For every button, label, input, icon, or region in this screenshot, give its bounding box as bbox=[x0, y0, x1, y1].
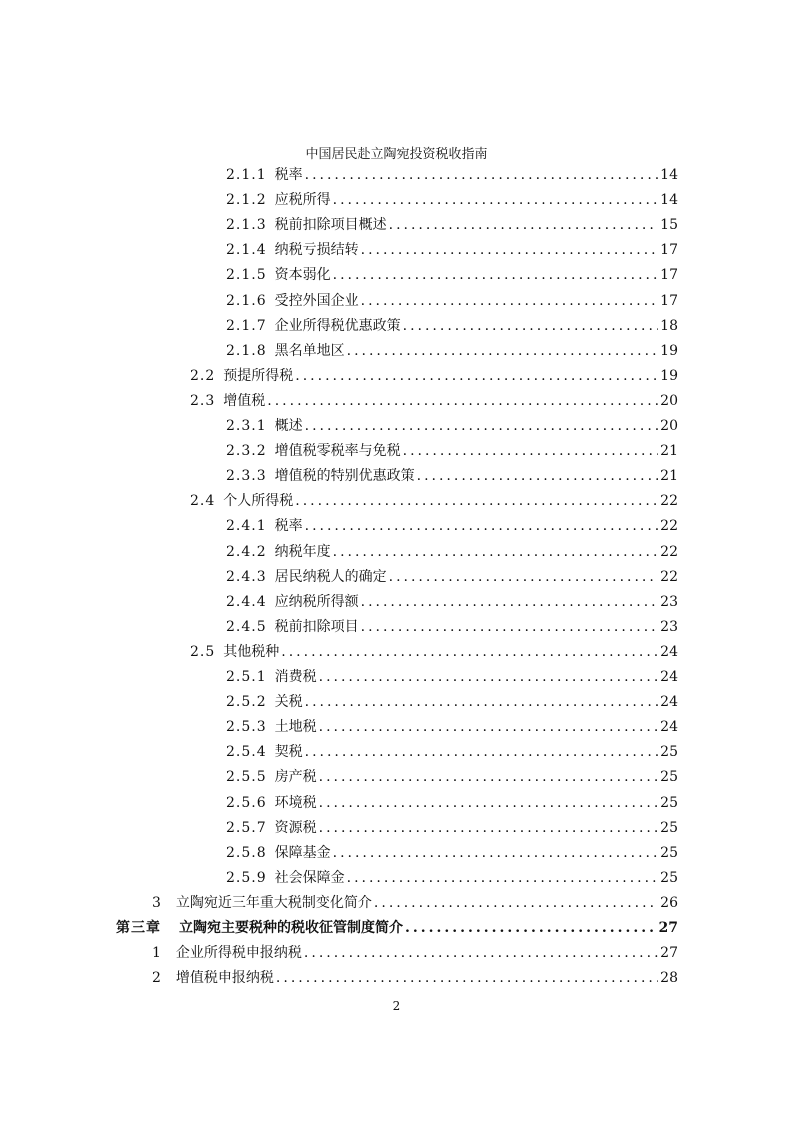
toc-entry-title: 纳税亏损结转 bbox=[274, 242, 359, 259]
page-number: 2 bbox=[392, 999, 401, 1013]
toc-leader-dots bbox=[281, 640, 658, 665]
toc-leader-dots bbox=[374, 891, 658, 916]
toc-entry-page: 21 bbox=[660, 443, 678, 460]
toc-entry[interactable] bbox=[226, 263, 678, 288]
toc-entry-page: 27 bbox=[660, 945, 678, 962]
toc-entry-number: 2.4.2 bbox=[226, 543, 267, 560]
toc-entry-title: 环境税 bbox=[274, 794, 317, 811]
toc-leader-dots bbox=[361, 590, 659, 615]
toc-entry-number: 2.4.1 bbox=[226, 518, 267, 535]
toc-entry[interactable] bbox=[226, 690, 678, 715]
toc-entry-title: 税前扣除项目概述 bbox=[274, 217, 387, 234]
toc-entry[interactable] bbox=[226, 163, 678, 188]
toc-entry-page: 25 bbox=[660, 769, 678, 786]
running-header: 中国居民赴立陶宛投资税收指南 bbox=[305, 147, 488, 162]
toc-leader-dots bbox=[276, 966, 658, 991]
toc-entry-number: 2 bbox=[152, 970, 162, 987]
toc-entry-page: 27 bbox=[658, 920, 678, 936]
toc-entry-number: 2.1.8 bbox=[226, 342, 267, 359]
toc-entry-page: 17 bbox=[660, 242, 678, 259]
toc-entry-title: 立陶宛主要税种的税收征管制度简介 bbox=[179, 920, 403, 936]
toc-entry-page: 25 bbox=[660, 819, 678, 836]
toc-entry-title: 应税所得 bbox=[274, 192, 331, 209]
toc-leader-dots bbox=[305, 414, 659, 439]
toc-entry[interactable] bbox=[152, 966, 678, 991]
toc-entry-title: 资本弱化 bbox=[274, 267, 331, 284]
toc-entry-number: 2.3.2 bbox=[226, 443, 267, 460]
toc-entry-number: 2.4.3 bbox=[226, 568, 267, 585]
toc-entry-title: 其他税种 bbox=[223, 643, 280, 660]
toc-entry[interactable] bbox=[226, 339, 678, 364]
toc-entry[interactable] bbox=[226, 765, 678, 790]
toc-entry-number: 2.5.7 bbox=[226, 819, 267, 836]
toc-entry-page: 24 bbox=[660, 694, 678, 711]
toc-leader-dots bbox=[295, 489, 658, 514]
toc-entry-number: 2.4.5 bbox=[226, 618, 267, 635]
toc-entry[interactable] bbox=[226, 439, 678, 464]
toc-entry-number: 2.5.5 bbox=[226, 769, 267, 786]
toc-entry-page: 22 bbox=[660, 493, 678, 510]
toc-entry[interactable] bbox=[116, 916, 678, 941]
toc-entry[interactable] bbox=[190, 640, 678, 665]
toc-entry-page: 22 bbox=[660, 568, 678, 585]
toc-entry-page: 24 bbox=[660, 643, 678, 660]
toc-entry[interactable] bbox=[226, 514, 678, 539]
toc-entry-title: 增值税申报纳税 bbox=[175, 970, 274, 987]
toc-entry-number: 2.1.5 bbox=[226, 267, 267, 284]
toc-entry-page: 17 bbox=[660, 267, 678, 284]
toc-entry-title: 个人所得税 bbox=[223, 493, 294, 510]
toc-leader-dots bbox=[405, 916, 657, 941]
toc-entry[interactable] bbox=[152, 891, 678, 916]
toc-entry-title: 房产税 bbox=[274, 769, 317, 786]
toc-entry-page: 14 bbox=[660, 167, 678, 183]
toc-leader-dots bbox=[319, 665, 659, 690]
toc-entry[interactable] bbox=[226, 464, 678, 489]
toc-entry-number: 2.5.4 bbox=[226, 744, 267, 761]
toc-entry[interactable] bbox=[226, 715, 678, 740]
toc-entry-number: 2.5.6 bbox=[226, 794, 267, 811]
toc-entry-number: 2.1.3 bbox=[226, 217, 267, 234]
toc-entry-number: 3 bbox=[152, 894, 162, 911]
toc-entry[interactable] bbox=[226, 740, 678, 765]
toc-leader-dots bbox=[333, 188, 659, 213]
toc-entry-number: 2.3 bbox=[190, 392, 216, 409]
toc-entry-title: 企业所得税申报纳税 bbox=[175, 945, 302, 962]
toc-entry-title: 应纳税所得额 bbox=[274, 593, 359, 610]
toc-leader-dots bbox=[319, 816, 659, 841]
toc-entry-page: 26 bbox=[660, 894, 678, 911]
toc-entry-number: 2.5.1 bbox=[226, 669, 267, 685]
toc-entry-page: 24 bbox=[660, 669, 678, 685]
toc-entry-page: 23 bbox=[660, 593, 678, 610]
toc-entry-title: 资源税 bbox=[274, 819, 317, 836]
toc-leader-dots bbox=[333, 263, 659, 288]
toc-leader-dots bbox=[389, 565, 659, 590]
toc-entry-page: 25 bbox=[660, 794, 678, 811]
toc-leader-dots bbox=[305, 163, 659, 188]
toc-entry-page: 20 bbox=[660, 392, 678, 409]
toc-entry[interactable] bbox=[226, 590, 678, 615]
toc-entry-title: 契税 bbox=[274, 744, 303, 761]
toc-entry-title: 增值税 bbox=[223, 392, 266, 409]
toc-entry-number: 2.1.7 bbox=[226, 317, 267, 334]
toc-leader-dots bbox=[347, 339, 659, 364]
toc-entry[interactable] bbox=[226, 565, 678, 590]
toc-entry-title: 土地税 bbox=[274, 719, 317, 736]
toc-entry-page: 15 bbox=[660, 217, 678, 234]
toc-entry-title: 税率 bbox=[274, 518, 303, 535]
toc-entry-number: 2.3.3 bbox=[226, 468, 267, 485]
toc-entry-number: 2.2 bbox=[190, 367, 216, 384]
toc-entry-page: 25 bbox=[660, 869, 678, 886]
toc-entry-number: 1 bbox=[152, 945, 162, 962]
toc-entry[interactable] bbox=[226, 866, 678, 891]
toc-leader-dots bbox=[333, 540, 659, 565]
toc-entry[interactable] bbox=[226, 188, 678, 213]
toc-entry-title: 消费税 bbox=[274, 669, 317, 685]
toc-entry-title: 受控外国企业 bbox=[274, 292, 359, 309]
toc-entry[interactable] bbox=[226, 841, 678, 866]
toc-entry-page: 23 bbox=[660, 618, 678, 635]
toc-entry-page: 22 bbox=[660, 543, 678, 560]
toc-entry-title: 黑名单地区 bbox=[274, 342, 345, 359]
toc-entry-title: 预提所得税 bbox=[223, 367, 294, 384]
toc-entry[interactable] bbox=[226, 289, 678, 314]
toc-entry[interactable] bbox=[152, 941, 678, 966]
toc-entry-page: 18 bbox=[660, 317, 678, 334]
toc-entry[interactable] bbox=[226, 540, 678, 565]
toc-entry-title: 保障基金 bbox=[274, 844, 331, 861]
toc-entry-title: 立陶宛近三年重大税制变化简介 bbox=[175, 894, 372, 911]
toc-entry-title: 纳税年度 bbox=[274, 543, 331, 560]
toc-entry-number: 2.5.3 bbox=[226, 719, 267, 736]
toc-entry-number: 2.1.6 bbox=[226, 292, 267, 309]
toc-entry-number: 2.5.8 bbox=[226, 844, 267, 861]
toc-entry-number: 2.4.4 bbox=[226, 593, 267, 610]
toc-leader-dots bbox=[389, 213, 659, 238]
toc-entry[interactable] bbox=[226, 791, 678, 816]
toc-entry-title: 社会保障金 bbox=[274, 869, 345, 886]
toc-entry[interactable] bbox=[226, 615, 678, 640]
toc-entry[interactable] bbox=[226, 238, 678, 263]
toc-leader-dots bbox=[417, 464, 659, 489]
toc-leader-dots bbox=[319, 791, 659, 816]
toc-entry-title: 关税 bbox=[274, 694, 303, 711]
toc-entry-title: 增值税零税率与免税 bbox=[274, 443, 401, 460]
toc-entry-page: 25 bbox=[660, 744, 678, 761]
toc-entry-page: 17 bbox=[660, 292, 678, 309]
toc-leader-dots bbox=[305, 514, 659, 539]
toc-entry-page: 28 bbox=[660, 970, 678, 987]
toc-entry[interactable] bbox=[226, 816, 678, 841]
toc-leader-dots bbox=[267, 389, 658, 414]
toc-entry-number: 2.1.2 bbox=[226, 192, 267, 209]
toc-entry-number: 2.5 bbox=[190, 643, 216, 660]
toc-leader-dots bbox=[304, 941, 658, 966]
toc-leader-dots bbox=[333, 841, 659, 866]
toc-entry[interactable] bbox=[226, 414, 678, 439]
toc-leader-dots bbox=[305, 690, 659, 715]
toc-entry-title: 税前扣除项目 bbox=[274, 618, 359, 635]
toc-leader-dots bbox=[319, 765, 659, 790]
toc-entry-page: 19 bbox=[660, 342, 678, 359]
toc-entry-number: 第三章 bbox=[116, 920, 161, 936]
toc-entry[interactable] bbox=[226, 213, 678, 238]
toc-leader-dots bbox=[347, 866, 659, 891]
toc-entry-title: 税率 bbox=[274, 167, 303, 183]
toc-leader-dots bbox=[319, 715, 659, 740]
toc-entry-title: 企业所得税优惠政策 bbox=[274, 317, 401, 334]
toc-entry-number: 2.5.2 bbox=[226, 694, 267, 711]
toc-leader-dots bbox=[295, 364, 658, 389]
toc-entry-title: 增值税的特别优惠政策 bbox=[274, 468, 415, 485]
toc-leader-dots bbox=[361, 615, 659, 640]
toc-entry-page: 24 bbox=[660, 719, 678, 736]
toc-leader-dots bbox=[403, 314, 659, 339]
toc-entry-page: 19 bbox=[660, 367, 678, 384]
toc-entry-number: 2.1.4 bbox=[226, 242, 267, 259]
toc-leader-dots bbox=[361, 238, 659, 263]
toc-leader-dots bbox=[361, 289, 659, 314]
toc-entry[interactable] bbox=[190, 364, 678, 389]
toc-entry-page: 14 bbox=[660, 192, 678, 209]
toc-entry[interactable] bbox=[190, 489, 678, 514]
toc-entry[interactable] bbox=[190, 389, 678, 414]
toc-entry[interactable] bbox=[226, 665, 678, 690]
toc-entry-page: 20 bbox=[660, 418, 678, 434]
toc-entry-number: 2.5.9 bbox=[226, 869, 267, 886]
toc-entry-number: 2.1.1 bbox=[226, 167, 267, 183]
toc-entry-page: 25 bbox=[660, 844, 678, 861]
toc-entry-title: 概述 bbox=[274, 418, 303, 434]
toc-entry[interactable] bbox=[226, 314, 678, 339]
toc-leader-dots bbox=[305, 740, 659, 765]
toc-entry-page: 21 bbox=[660, 468, 678, 485]
toc-entry-number: 2.3.1 bbox=[226, 418, 267, 434]
toc-entry-number: 2.4 bbox=[190, 493, 216, 510]
toc-entry-title: 居民纳税人的确定 bbox=[274, 568, 387, 585]
toc-entry-page: 22 bbox=[660, 518, 678, 535]
toc-leader-dots bbox=[403, 439, 659, 464]
